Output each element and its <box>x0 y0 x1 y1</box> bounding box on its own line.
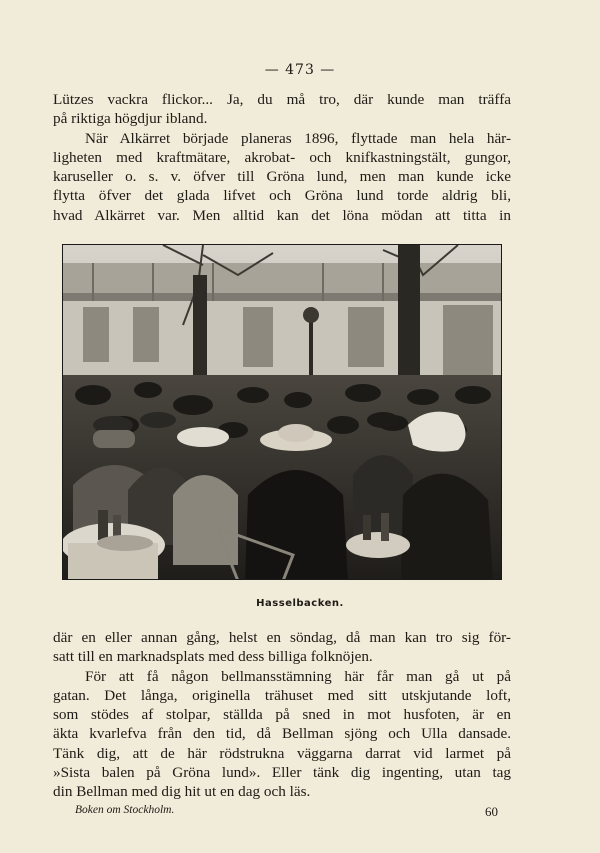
paragraph-top <box>53 90 511 225</box>
text-line: När Alkärret började planeras 1896, flyttade man hela här- <box>85 129 511 147</box>
text-line: hvad Alkärret var. Men alltid kan det löna mödan att titta in <box>53 206 511 224</box>
text-line: ligheten med kraftmätare, akrobat- och knifkastningstält, gungor, <box>53 148 511 166</box>
text-line: som stödes af stolpar, ställda på sned in mot husfoten, är en <box>53 706 511 724</box>
text-line: För att få någon bellmansstämning här får man gå ut på <box>85 667 511 685</box>
text-line: Lützes vackra flickor... Ja, du må tro, där kunde man träffa <box>53 91 511 108</box>
paragraph-bottom <box>53 628 511 802</box>
photo-caption: Hasselbacken. <box>256 598 344 609</box>
text-line: karuseller o. s. v. öfver till Gröna lund, men man kunde icke <box>53 168 511 186</box>
text-line: där en eller annan gång, helst en söndag, då man kan tro sig för- <box>53 629 511 646</box>
text-line: satt till en marknadsplats med dess billiga folknöjen. <box>53 648 373 666</box>
text-line: äkta kvarlefva från den tid, då Bellman sjöng och Ulla dansade. <box>53 725 511 743</box>
text-line: Tänk dig, att de här rödstrukna väggarna darrat vid larmet på <box>53 744 511 762</box>
text-line: gatan. Det långa, originella trähuset med sitt utskjutande loft, <box>53 686 511 704</box>
text-line: »Sista balen på Gröna lund». Eller tänk dig ingenting, utan tag <box>53 764 511 782</box>
footer-book-title: Boken om Stockholm. <box>75 804 175 816</box>
text-line: flytta öfver det glada lifvet och Gröna lund torde aldrig bli, <box>53 187 511 205</box>
page-number: — 473 — <box>264 62 336 78</box>
text-line: på riktiga högdjur ibland. <box>53 110 208 128</box>
text-line: din Bellman med dig hit ut en dag och läs. <box>53 783 311 801</box>
footer-signature-number: 60 <box>485 804 498 819</box>
photograph-hasselbacken <box>62 244 502 580</box>
